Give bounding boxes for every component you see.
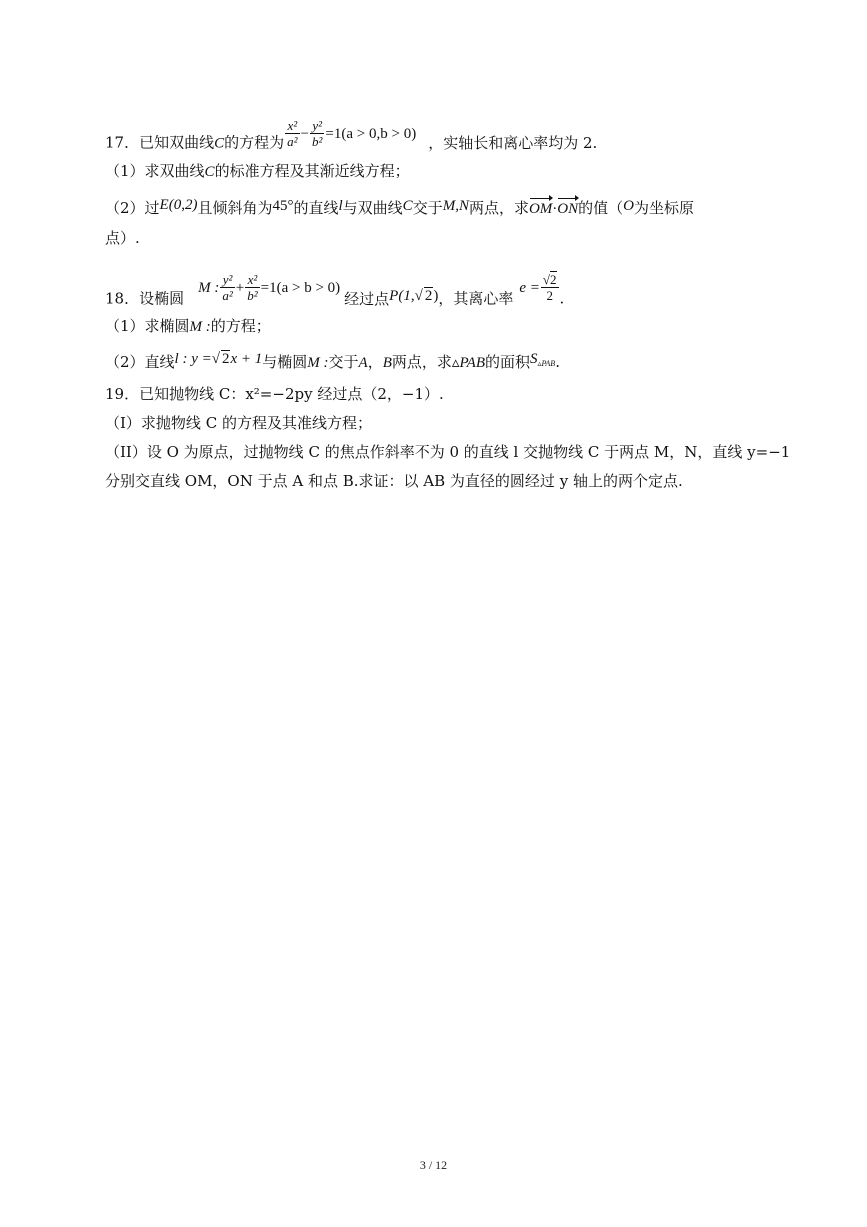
q17-intro bbox=[105, 118, 598, 159]
q18-text: 的面积 bbox=[485, 353, 531, 371]
q18-text: ， bbox=[367, 353, 383, 371]
radicand: 2 bbox=[424, 287, 433, 304]
q18-text: 两点，求 bbox=[391, 353, 452, 371]
q18-text: ，其离心率 bbox=[438, 289, 514, 308]
q17-part1 bbox=[105, 161, 410, 182]
q17-text: （1）求双曲线 bbox=[105, 162, 205, 180]
q19-intro bbox=[105, 384, 444, 404]
q18-text: 交于 bbox=[328, 353, 359, 371]
math-l: l bbox=[338, 198, 343, 214]
q18-part2 bbox=[105, 352, 560, 378]
math-O: O bbox=[623, 198, 634, 214]
q18-text: 18．设椭圆 bbox=[105, 289, 185, 308]
math-M: M : bbox=[307, 355, 329, 371]
math-MN: M,N bbox=[442, 198, 469, 214]
eq-tail: =1(a > b > 0) bbox=[260, 279, 341, 296]
q17-text: 交于 bbox=[412, 199, 443, 217]
math-S-sub: ▵PAB bbox=[537, 359, 556, 368]
q17-text: 为坐标原 bbox=[634, 199, 695, 217]
line-equation: l : y =√ 2x + 1 bbox=[174, 351, 263, 367]
q18-text: 与椭圆 bbox=[262, 353, 308, 371]
frac-num: x² bbox=[285, 118, 299, 134]
math-S-letter: S bbox=[530, 351, 538, 367]
page-number: 3 / 12 bbox=[419, 1158, 448, 1172]
math-B: B bbox=[382, 355, 392, 371]
radicand: 2 bbox=[550, 272, 557, 287]
math-P: P(1, bbox=[389, 287, 415, 304]
q18-text: . bbox=[555, 353, 560, 371]
q18-text: 的方程； bbox=[210, 317, 271, 335]
q17-text: 的直线 bbox=[293, 199, 339, 217]
q19-text: 19．已知抛物线 C：x²=−2py 经过点（2，−1）. bbox=[105, 385, 444, 403]
q17-text: ，实轴长和离心率均为 2. bbox=[428, 133, 598, 152]
math-C: C bbox=[402, 198, 413, 214]
math-e: e = bbox=[519, 279, 540, 296]
frac-num: y² bbox=[310, 118, 324, 134]
q19-part1 bbox=[105, 413, 372, 433]
q18-text: （1）求椭圆 bbox=[105, 317, 190, 335]
math-triangle: ▵PAB bbox=[451, 355, 486, 371]
ellipse-equation: M : $\frac{\text{y²}}{\text{a²}}$ + $\frac{\text{x²}}{\text{b²}}$ =1(a > b > 0) bbox=[198, 272, 341, 303]
q17-text: 且倾斜角为 bbox=[197, 199, 273, 217]
q18-text: （2）直线 bbox=[105, 353, 175, 371]
math-C: C bbox=[204, 164, 215, 180]
math-S bbox=[530, 351, 555, 367]
point-P: P(1,√ 2) bbox=[389, 287, 439, 304]
q17-text: 点）. bbox=[105, 229, 140, 247]
math-line: l : y = bbox=[174, 351, 212, 367]
q17-part2-cont bbox=[105, 228, 140, 248]
q19-text: （II）设 O 为原点，过抛物线 C 的焦点作斜率不为 0 的直线 l 交抛物线 C 于两点 M，N，直线 y=−1 bbox=[105, 443, 791, 461]
math-angle: 45° bbox=[272, 198, 294, 214]
eq-tail: =1(a > 0,b > 0) bbox=[325, 125, 417, 142]
q17-part2: （2）过E(0,2)且倾斜角为45°的直线l与双曲线C交于M,N两点，求OM·ON的值（O为坐标原 bbox=[105, 197, 695, 217]
radicand: 2 bbox=[221, 351, 230, 367]
q17-text: 的标准方程及其渐近线方程； bbox=[214, 162, 410, 180]
frac-den: 2 bbox=[546, 288, 553, 303]
q17-text: 的值（ bbox=[578, 199, 624, 217]
q19-text: 分别交直线 OM，ON 于点 A 和点 B.求证：以 AB 为直径的圆经过 y 轴上的两个定点. bbox=[105, 472, 683, 490]
frac-den: b² bbox=[312, 134, 323, 149]
frac-den: b² bbox=[247, 288, 258, 303]
vector-OM: OM bbox=[528, 201, 553, 217]
vector-ON: ON bbox=[557, 201, 579, 217]
frac-num: y² bbox=[220, 272, 234, 288]
math-line: x + 1 bbox=[230, 351, 263, 367]
frac-den: a² bbox=[222, 288, 233, 303]
math-M: M : bbox=[189, 319, 211, 335]
q18-text: 经过点 bbox=[344, 289, 390, 308]
math-A: A bbox=[358, 355, 368, 371]
q17-text: （2）过 bbox=[105, 199, 160, 217]
q17-text: 的方程为 bbox=[224, 133, 285, 152]
q19-part2 bbox=[105, 442, 790, 462]
math-point-E: E(0,2) bbox=[159, 197, 198, 213]
math-M: M : bbox=[198, 279, 220, 296]
q17-text: 17．已知双曲线 bbox=[105, 133, 215, 152]
q18-intro: 18．设椭圆M : $\frac{\text{y²}}{\text{a²}}$ + $\frac{\text{x²}}{\text{b²}}$ =1(a > b > 0)经过点P(1,√ 2)，其离心率e = $\frac{√2}{2}$ . bbox=[105, 272, 565, 308]
frac-den: a² bbox=[287, 134, 298, 149]
q19-part2-cont bbox=[105, 471, 683, 491]
frac-num: x² bbox=[245, 272, 259, 288]
q17-text: 与双曲线 bbox=[342, 199, 403, 217]
eccentricity: e = $\frac{√2}{2}$ bbox=[519, 272, 557, 303]
q17-text: 两点，求 bbox=[468, 199, 529, 217]
hyperbola-equation: $\frac{\text{x²}}{\text{a²}}$ − $\frac{\text{y²}}{\text{b²}}$ =1(a > 0,b > 0) bbox=[287, 118, 417, 149]
q19-text: （I）求抛物线 C 的方程及其准线方程； bbox=[105, 414, 372, 432]
q18-part1 bbox=[105, 316, 271, 337]
math-C: C bbox=[214, 135, 225, 152]
